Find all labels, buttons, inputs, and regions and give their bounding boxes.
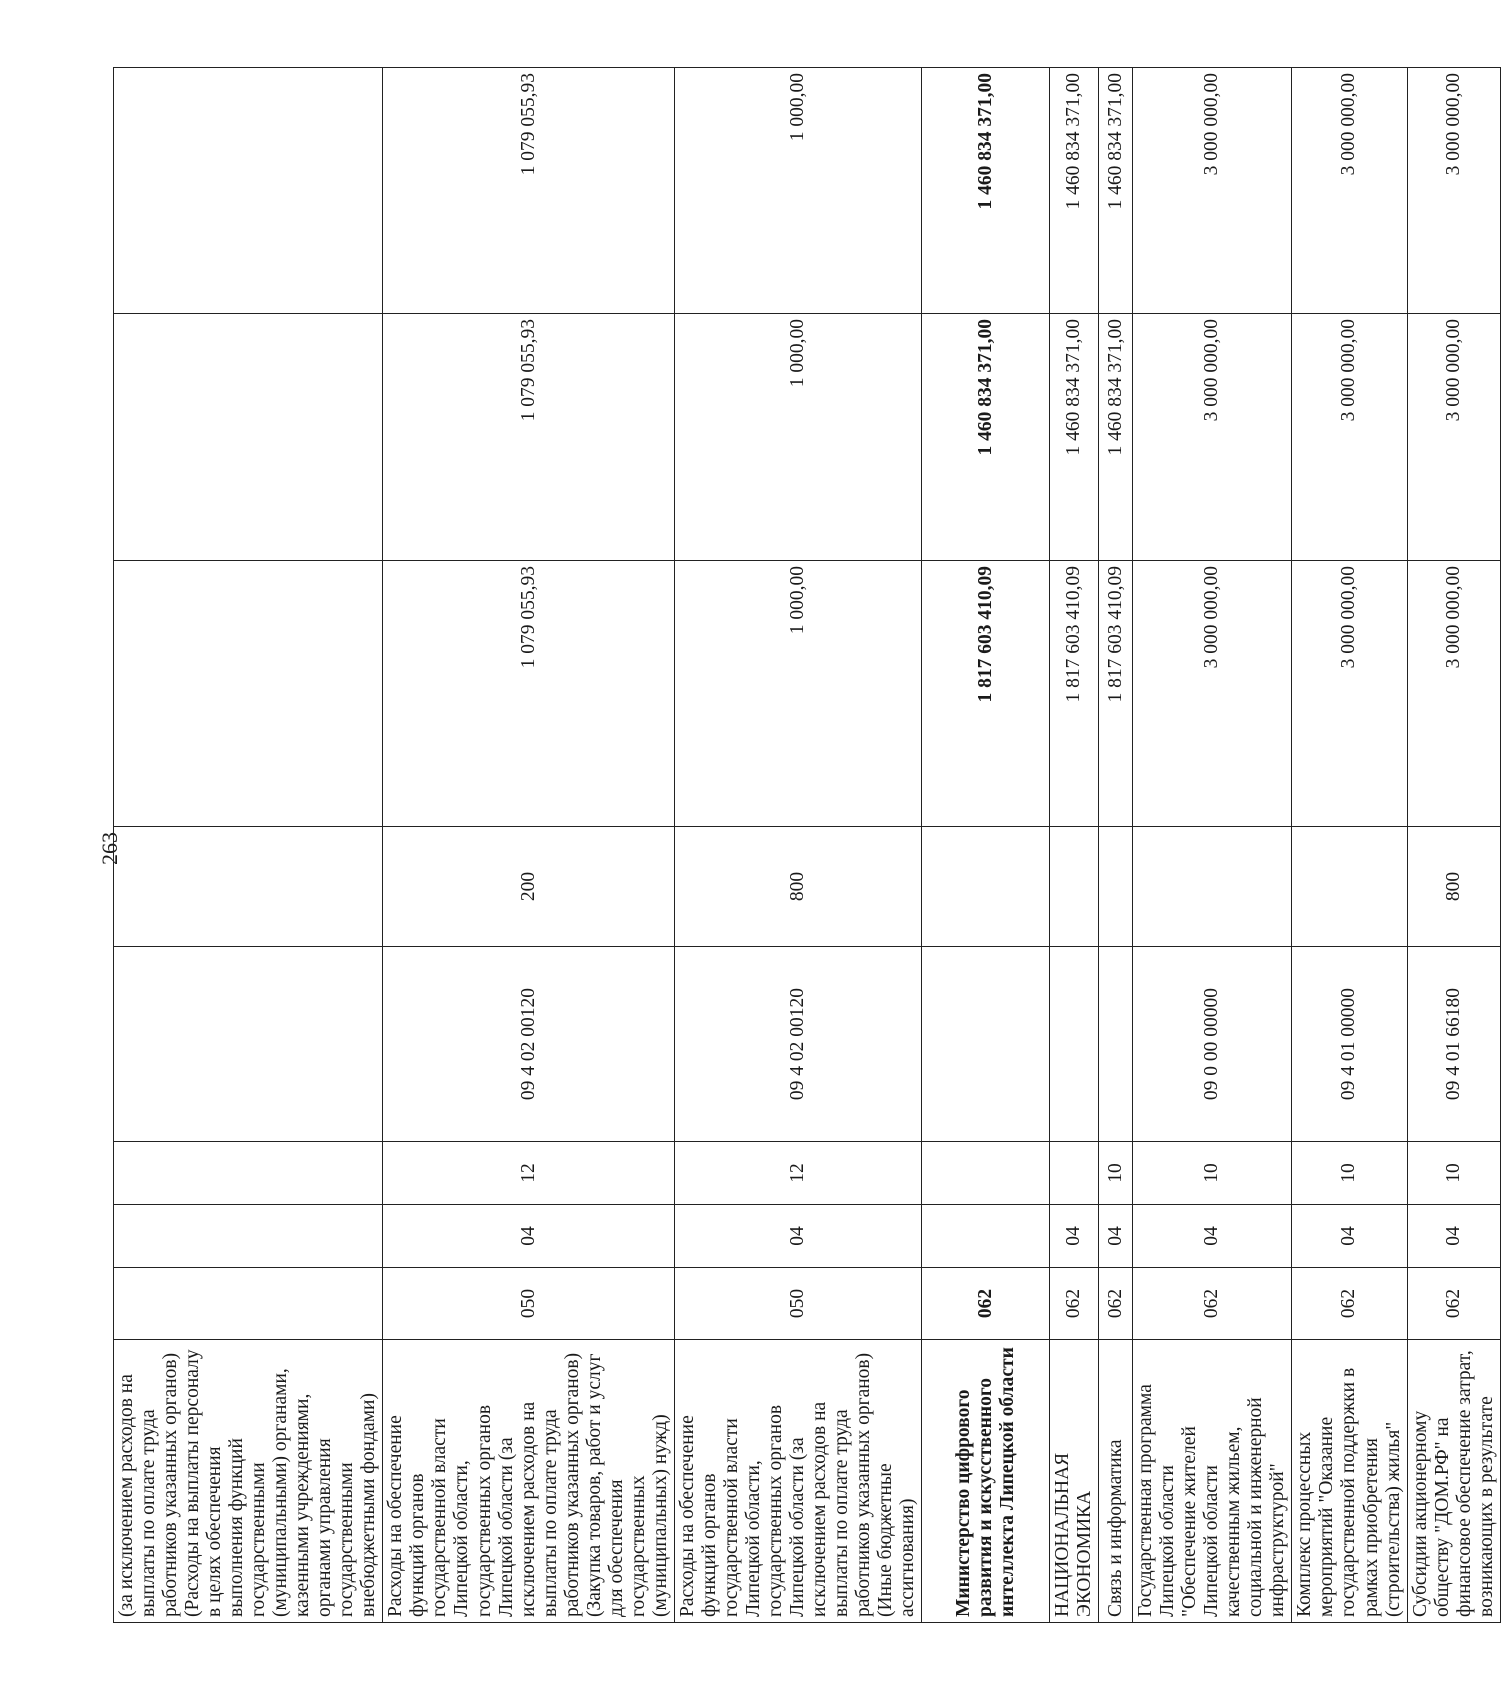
row-target-code [114, 947, 383, 1142]
row-expense-type [1050, 827, 1099, 947]
table-row [674, 68, 921, 1623]
row-amount-2: 3 000 000,00 [1407, 314, 1500, 561]
table-row [1407, 68, 1500, 1623]
row-amount-1: 3 000 000,00 [1133, 561, 1292, 827]
row-target-code [1099, 947, 1133, 1142]
row-subsection-code: 12 [674, 1142, 921, 1205]
row-amount-2 [114, 314, 383, 561]
row-expense-type: 800 [1407, 827, 1500, 947]
row-target-code: 09 4 02 00120 [383, 947, 674, 1142]
row-expense-type [1292, 827, 1407, 947]
table-row [1050, 68, 1099, 1623]
row-subsection-code [922, 1142, 1050, 1205]
row-ministry-code: 050 [674, 1268, 921, 1340]
row-amount-3: 1 079 055,93 [383, 68, 674, 314]
row-ministry-code: 062 [922, 1268, 1050, 1340]
row-amount-1: 1 079 055,93 [383, 561, 674, 827]
row-name: Связь и информатика [1099, 1340, 1133, 1623]
row-amount-1: 1 817 603 410,09 [922, 561, 1050, 827]
row-amount-2: 1 460 834 371,00 [922, 314, 1050, 561]
row-ministry-code: 050 [383, 1268, 674, 1340]
row-amount-1: 1 817 603 410,09 [1050, 561, 1099, 827]
row-ministry-code [114, 1268, 383, 1340]
row-amount-2: 1 079 055,93 [383, 314, 674, 561]
row-amount-2: 1 460 834 371,00 [1099, 314, 1133, 561]
budget-table-container [113, 68, 1497, 1623]
row-section-code: 04 [383, 1205, 674, 1268]
row-ministry-code: 062 [1050, 1268, 1099, 1340]
table-row [1292, 68, 1407, 1623]
row-amount-2: 3 000 000,00 [1133, 314, 1292, 561]
row-subsection-code: 12 [383, 1142, 674, 1205]
row-subsection-code: 10 [1099, 1142, 1133, 1205]
row-expense-type [922, 827, 1050, 947]
row-target-code [1050, 947, 1099, 1142]
row-name: Государственная программа Липецкой области "Обеспечение жителей Липецкой области качественным жильем, социальной и инженерной инфраструктурой" [1133, 1340, 1292, 1623]
row-name: НАЦИОНАЛЬНАЯ ЭКОНОМИКА [1050, 1340, 1099, 1623]
row-name: Расходы на обеспечение функций органов государственной власти Липецкой области, государственных органов Липецкой области (за исключением расходов на выплаты по оплате труда работников указанных органов) (Иные бюджетные ассигнования) [674, 1340, 921, 1623]
table-row [114, 68, 383, 1623]
row-expense-type [1133, 827, 1292, 947]
row-subsection-code: 10 [1133, 1142, 1292, 1205]
row-subsection-code: 10 [1292, 1142, 1407, 1205]
row-amount-1: 1 817 603 410,09 [1099, 561, 1133, 827]
row-amount-1: 3 000 000,00 [1407, 561, 1500, 827]
table-row [1099, 68, 1133, 1623]
row-target-code: 09 0 00 00000 [1133, 947, 1292, 1142]
row-section-code: 04 [1099, 1205, 1133, 1268]
row-ministry-code: 062 [1292, 1268, 1407, 1340]
row-amount-3: 3 000 000,00 [1407, 68, 1500, 314]
row-amount-1: 1 000,00 [674, 561, 921, 827]
row-amount-3: 3 000 000,00 [1292, 68, 1407, 314]
row-section-code: 04 [1133, 1205, 1292, 1268]
row-amount-3: 1 000,00 [674, 68, 921, 314]
row-amount-2: 1 460 834 371,00 [1050, 314, 1099, 561]
row-target-code: 09 4 01 00000 [1292, 947, 1407, 1142]
row-section-code: 04 [1407, 1205, 1500, 1268]
row-subsection-code [1050, 1142, 1099, 1205]
row-amount-2: 3 000 000,00 [1292, 314, 1407, 561]
row-amount-2: 1 000,00 [674, 314, 921, 561]
row-section-code: 04 [674, 1205, 921, 1268]
row-target-code: 09 4 01 66180 [1407, 947, 1500, 1142]
table-row [383, 68, 674, 1623]
row-amount-3: 1 460 834 371,00 [1050, 68, 1099, 314]
row-section-code [114, 1205, 383, 1268]
row-ministry-code: 062 [1133, 1268, 1292, 1340]
row-section-code: 04 [1050, 1205, 1099, 1268]
row-name: Комплекс процессных мероприятий "Оказание государственной поддержки в рамках приобретения (строительства) жилья" [1292, 1340, 1407, 1623]
row-subsection-code [114, 1142, 383, 1205]
row-target-code: 09 4 02 00120 [674, 947, 921, 1142]
row-name: Субсидии акционерному обществу "ДОМ.РФ" на финансовое обеспечение затрат, возникающих в результате [1407, 1340, 1500, 1623]
row-amount-3: 1 460 834 371,00 [922, 68, 1050, 314]
row-name: Расходы на обеспечение функций органов государственной власти Липецкой области, государственных органов Липецкой области (за исключением расходов на выплаты по оплате труда работников указанных органов) (Закупка товаров, работ и услуг для обеспечения государственных (муниципальных) нужд) [383, 1340, 674, 1623]
row-amount-3 [114, 68, 383, 314]
budget-table [113, 67, 1501, 1623]
row-amount-3: 3 000 000,00 [1133, 68, 1292, 314]
row-expense-type [114, 827, 383, 947]
row-ministry-code: 062 [1099, 1268, 1133, 1340]
row-section-code: 04 [1292, 1205, 1407, 1268]
row-target-code [922, 947, 1050, 1142]
row-subsection-code: 10 [1407, 1142, 1500, 1205]
row-amount-1: 3 000 000,00 [1292, 561, 1407, 827]
row-expense-type [1099, 827, 1133, 947]
row-ministry-code: 062 [1407, 1268, 1500, 1340]
row-section-code [922, 1205, 1050, 1268]
row-amount-3: 1 460 834 371,00 [1099, 68, 1133, 314]
table-row [922, 68, 1050, 1623]
table-row [1133, 68, 1292, 1623]
row-expense-type: 200 [383, 827, 674, 947]
page-number: 263 [97, 832, 122, 865]
row-expense-type: 800 [674, 827, 921, 947]
row-name: (за исключением расходов на выплаты по оплате труда работников указанных органов) (Расходы на выплаты персоналу в целях обеспечения выполнения функций государственными (муниципальными) органами, казенными учреждениями, органами управления государственными внебюджетными фондами) [114, 1340, 383, 1623]
row-name: Министерство цифрового развития и искусственного интеллекта Липецкой области [922, 1340, 1050, 1623]
row-amount-1 [114, 561, 383, 827]
